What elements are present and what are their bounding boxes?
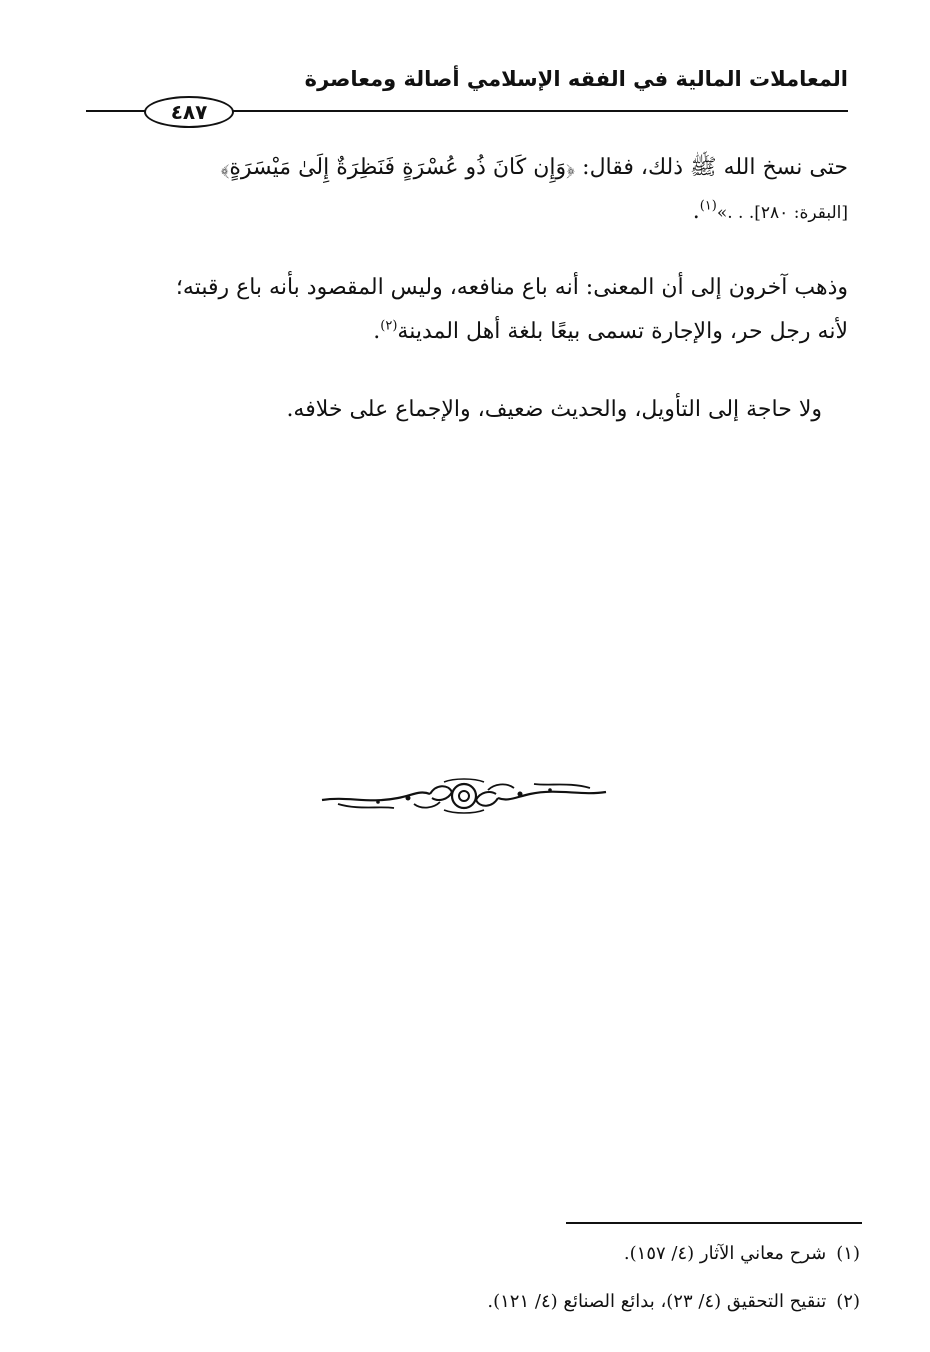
- period: .: [373, 319, 381, 344]
- footnote-ref-2[interactable]: (٢): [380, 318, 398, 334]
- running-head-title: المعاملات المالية في الفقه الإسلامي أصالة ومعاصرة: [304, 67, 848, 91]
- footnote-1-number: (١): [836, 1243, 860, 1264]
- paragraph-1-line-1: حتى نسخ الله ﷺ ذلك، فقال: ﴿وَإِن كَانَ ذُو عُسْرَةٍ فَنَظِرَةٌ إِلَىٰ مَيْسَرَةٍ﴾: [220, 155, 848, 180]
- paragraph-2-line-1: وذهب آخرون إلى أن المعنى: أنه باع منافعه، وليس المقصود بأنه باع رقبته؛: [175, 275, 848, 300]
- footnote-2: [160, 1288, 860, 1316]
- footnote-rule: [566, 1222, 862, 1224]
- floral-divider-ornament-icon: [318, 776, 610, 816]
- paragraph-3-line-1: ولا حاجة إلى التأويل، والحديث ضعيف، والإجماع على خلافه.: [286, 397, 822, 422]
- footnote-2-number: (٢): [836, 1291, 860, 1312]
- paragraph-1-line-2: [78, 190, 848, 235]
- paragraph-1: [78, 146, 848, 235]
- page-number-badge: [144, 96, 234, 128]
- paragraph-2-line-2: [78, 310, 848, 354]
- paragraph-2: [78, 266, 848, 354]
- footnote-1: [160, 1240, 860, 1268]
- footnote-2-text: تنقيح التحقيق (٤/ ٢٣)، بدائع الصنائع (٤/ ١٢١).: [487, 1291, 827, 1312]
- page-number: ٤٨٧: [170, 100, 208, 124]
- period: .: [692, 199, 700, 224]
- footnote-ref-1[interactable]: (١): [699, 198, 717, 214]
- quran-citation: [البقرة: ٢٨٠]. . .»: [716, 203, 848, 223]
- paragraph-2-line-2-text: لأنه رجل حر، والإجارة تسمى بيعًا بلغة أهل المدينة: [397, 319, 848, 344]
- paragraph-3: [52, 388, 822, 432]
- footnote-1-text: شرح معاني الآثار (٤/ ١٥٧).: [623, 1243, 827, 1264]
